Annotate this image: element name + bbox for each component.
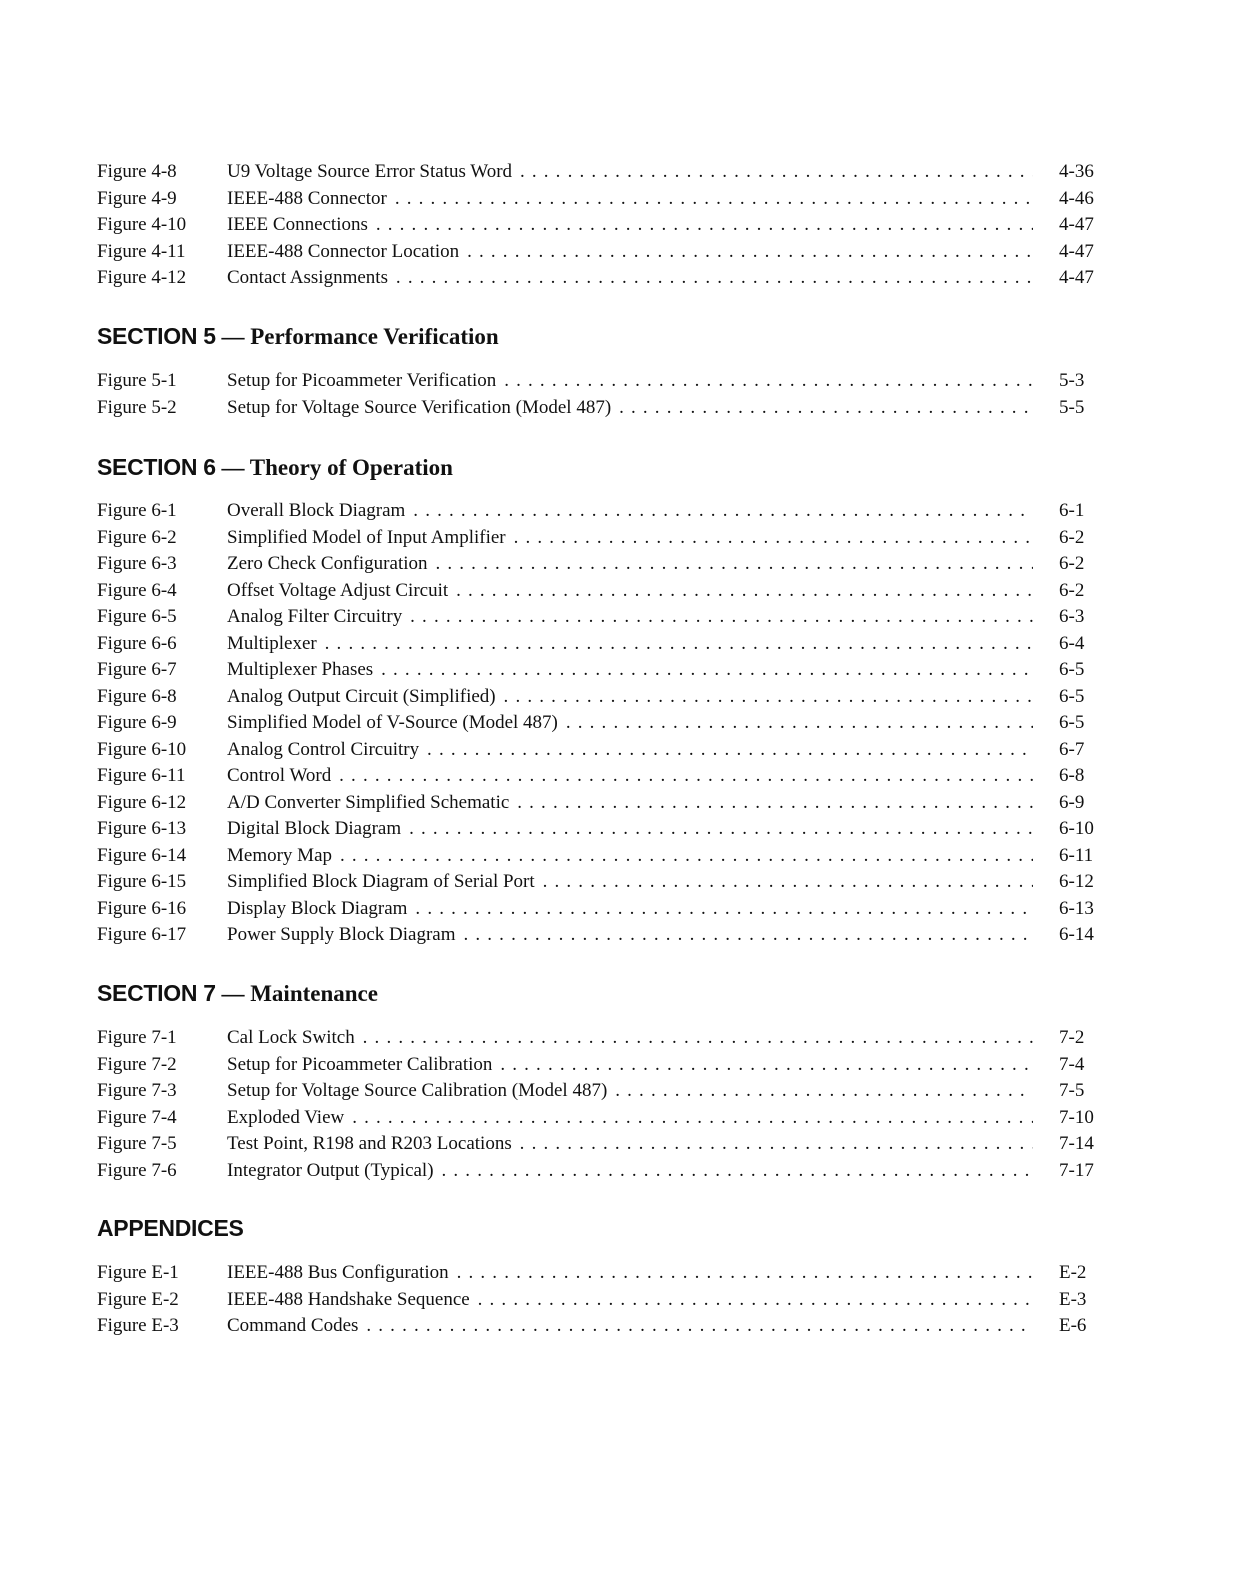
section-number: APPENDICES xyxy=(97,1215,244,1241)
toc-entry xyxy=(97,239,1097,266)
figure-label: Figure 6-1 xyxy=(97,500,177,521)
figure-title: Setup for Picoammeter Calibration xyxy=(227,1053,493,1075)
dot-leader xyxy=(227,631,1033,658)
dot-leader xyxy=(227,1078,1033,1105)
dot-leader xyxy=(227,710,1033,737)
figure-label: Figure E-3 xyxy=(97,1315,179,1336)
section-number: SECTION 6 xyxy=(97,454,216,480)
toc-entry xyxy=(97,710,1097,737)
figure-label: Figure 6-14 xyxy=(97,844,187,866)
dot-leader xyxy=(227,922,1033,949)
section-title: — Maintenance xyxy=(221,981,378,1006)
figure-label: Figure E-1 xyxy=(97,1262,179,1283)
figure-title: Integrator Output (Typical) xyxy=(227,1159,434,1181)
toc-entry xyxy=(97,1313,1097,1340)
figure-label: Figure 6-9 xyxy=(97,712,177,733)
section-5-heading xyxy=(97,323,499,350)
toc-entry xyxy=(97,265,1097,292)
dot-leader xyxy=(227,551,1033,578)
figure-title: Simplified Model of V-Source (Model 487) xyxy=(227,712,558,733)
dot-leader xyxy=(227,816,1033,843)
toc-entry xyxy=(97,657,1097,684)
page-number: 6-5 xyxy=(1059,659,1085,680)
figure-title: Cal Lock Switch xyxy=(227,1027,355,1048)
page-number: 7-2 xyxy=(1059,1027,1085,1048)
figure-title: IEEE-488 Connector xyxy=(227,187,387,209)
figure-label: Figure 6-16 xyxy=(97,897,187,919)
figure-title: Multiplexer xyxy=(227,632,317,654)
toc-entry xyxy=(97,186,1097,213)
figure-label: Figure 7-4 xyxy=(97,1106,177,1128)
page-number: E-6 xyxy=(1059,1315,1087,1336)
figure-label: Figure 6-3 xyxy=(97,553,177,574)
dot-leader xyxy=(227,368,1033,395)
figure-label: Figure 4-11 xyxy=(97,240,186,262)
figure-label: Figure 7-5 xyxy=(97,1133,177,1154)
dot-leader xyxy=(227,604,1033,631)
dot-leader xyxy=(227,896,1033,923)
figure-title: Setup for Picoammeter Verification xyxy=(227,370,497,391)
page-number: 6-14 xyxy=(1059,924,1094,945)
page-number: 4-47 xyxy=(1059,267,1094,288)
page-number: E-3 xyxy=(1059,1288,1087,1310)
figure-label: Figure 4-9 xyxy=(97,187,177,209)
figure-title: Exploded View xyxy=(227,1106,345,1128)
toc-entry xyxy=(97,843,1097,870)
dot-leader xyxy=(227,869,1033,896)
page-number: 4-36 xyxy=(1059,161,1094,182)
figure-title: U9 Voltage Source Error Status Word xyxy=(227,161,513,182)
figure-label: Figure 6-17 xyxy=(97,924,187,945)
section-title: — Performance Verification xyxy=(221,324,499,349)
figure-label: Figure 6-15 xyxy=(97,871,187,892)
dot-leader xyxy=(227,1105,1033,1132)
figure-title: IEEE-488 Handshake Sequence xyxy=(227,1288,470,1310)
dot-leader xyxy=(227,239,1033,266)
figure-label: Figure E-2 xyxy=(97,1288,179,1310)
toc-entry xyxy=(97,896,1097,923)
figure-title: IEEE-488 Bus Configuration xyxy=(227,1262,449,1283)
page-number: 4-46 xyxy=(1059,187,1094,209)
page-number: 6-9 xyxy=(1059,791,1085,813)
dot-leader xyxy=(227,578,1033,605)
toc-entry xyxy=(97,1131,1097,1158)
figure-title: A/D Converter Simplified Schematic xyxy=(227,791,510,813)
figure-label: Figure 6-8 xyxy=(97,685,177,707)
figure-label: Figure 6-11 xyxy=(97,765,186,786)
section-number: SECTION 7 xyxy=(97,980,216,1006)
figure-label: Figure 4-8 xyxy=(97,161,177,182)
figure-title: Display Block Diagram xyxy=(227,897,408,919)
figure-title: Analog Control Circuitry xyxy=(227,738,420,760)
toc-entry xyxy=(97,525,1097,552)
dot-leader xyxy=(227,395,1033,422)
page-number: 5-3 xyxy=(1059,370,1085,391)
figure-label: Figure 7-1 xyxy=(97,1027,177,1048)
page-number: 6-2 xyxy=(1059,579,1085,601)
figure-label: Figure 4-12 xyxy=(97,267,187,288)
figure-title: Analog Filter Circuitry xyxy=(227,606,403,627)
toc-entry xyxy=(97,368,1097,395)
section-4-entries xyxy=(97,159,1097,292)
figure-label: Figure 6-5 xyxy=(97,606,177,627)
toc-entry xyxy=(97,869,1097,896)
dot-leader xyxy=(227,265,1033,292)
figure-label: Figure 7-6 xyxy=(97,1159,177,1181)
toc-entry xyxy=(97,1078,1097,1105)
appendices-entries xyxy=(97,1260,1097,1340)
dot-leader xyxy=(227,1287,1033,1314)
toc-entry xyxy=(97,1105,1097,1132)
dot-leader xyxy=(227,498,1033,525)
figure-label: Figure 6-12 xyxy=(97,791,187,813)
page-number: 7-14 xyxy=(1059,1133,1094,1154)
page-number: 6-7 xyxy=(1059,738,1085,760)
appendices-heading xyxy=(97,1215,244,1242)
figure-title: IEEE Connections xyxy=(227,214,368,235)
page-number: 6-13 xyxy=(1059,897,1094,919)
figure-title: Overall Block Diagram xyxy=(227,500,406,521)
section-title: — Theory of Operation xyxy=(221,455,453,480)
dot-leader xyxy=(227,657,1033,684)
dot-leader xyxy=(227,525,1033,552)
figure-label: Figure 7-2 xyxy=(97,1053,177,1075)
toc-entry xyxy=(97,498,1097,525)
toc-entry xyxy=(97,395,1097,422)
figure-label: Figure 6-2 xyxy=(97,526,177,548)
figure-title: Contact Assignments xyxy=(227,267,388,288)
figure-label: Figure 6-7 xyxy=(97,659,177,680)
figure-title: Control Word xyxy=(227,765,332,786)
dot-leader xyxy=(227,790,1033,817)
toc-entry xyxy=(97,763,1097,790)
toc-entry xyxy=(97,1287,1097,1314)
figure-label: Figure 6-10 xyxy=(97,738,187,760)
figure-title: Digital Block Diagram xyxy=(227,818,402,839)
page-number: 6-1 xyxy=(1059,500,1085,521)
page-number: 7-17 xyxy=(1059,1159,1094,1181)
figure-label: Figure 6-6 xyxy=(97,632,177,654)
section-number: SECTION 5 xyxy=(97,323,216,349)
dot-leader xyxy=(227,159,1033,186)
section-5-entries xyxy=(97,368,1097,421)
page-number: 4-47 xyxy=(1059,240,1094,262)
toc-entry xyxy=(97,790,1097,817)
dot-leader xyxy=(227,843,1033,870)
toc-entry xyxy=(97,212,1097,239)
toc-entry xyxy=(97,684,1097,711)
figure-title: Analog Output Circuit (Simplified) xyxy=(227,685,496,707)
figure-title: Multiplexer Phases xyxy=(227,659,374,680)
page-number: 7-4 xyxy=(1059,1053,1085,1075)
figure-label: Figure 7-3 xyxy=(97,1080,177,1101)
page-number: 6-4 xyxy=(1059,632,1085,654)
page-number: 6-2 xyxy=(1059,553,1085,574)
figure-title: Zero Check Configuration xyxy=(227,553,428,574)
figure-title: Power Supply Block Diagram xyxy=(227,924,456,945)
page-number: 4-47 xyxy=(1059,214,1094,235)
toc-entry xyxy=(97,816,1097,843)
toc-entry xyxy=(97,737,1097,764)
dot-leader xyxy=(227,212,1033,239)
page-number: 6-5 xyxy=(1059,685,1085,707)
dot-leader xyxy=(227,1313,1033,1340)
page-number: E-2 xyxy=(1059,1262,1087,1283)
figure-title: Command Codes xyxy=(227,1315,359,1336)
figure-title: Offset Voltage Adjust Circuit xyxy=(227,579,449,601)
toc-entry xyxy=(97,159,1097,186)
page-number: 6-11 xyxy=(1059,844,1094,866)
toc-entry xyxy=(97,1260,1097,1287)
toc-entry xyxy=(97,1025,1097,1052)
page-number: 6-2 xyxy=(1059,526,1085,548)
toc-entry xyxy=(97,604,1097,631)
section-7-heading xyxy=(97,980,378,1007)
figure-title: Simplified Block Diagram of Serial Port xyxy=(227,871,535,892)
page-number: 7-5 xyxy=(1059,1080,1085,1101)
section-6-entries xyxy=(97,498,1097,949)
section-6-heading xyxy=(97,454,453,481)
figure-label: Figure 5-2 xyxy=(97,396,177,418)
figure-title: Simplified Model of Input Amplifier xyxy=(227,526,506,548)
toc-entry xyxy=(97,1158,1097,1185)
page-number: 6-12 xyxy=(1059,871,1094,892)
page-number: 7-10 xyxy=(1059,1106,1094,1128)
dot-leader xyxy=(227,1052,1033,1079)
figure-label: Figure 6-13 xyxy=(97,818,187,839)
toc-entry xyxy=(97,1052,1097,1079)
page-number: 6-3 xyxy=(1059,606,1085,627)
dot-leader xyxy=(227,1260,1033,1287)
page-number: 6-5 xyxy=(1059,712,1085,733)
figure-title: Test Point, R198 and R203 Locations xyxy=(227,1133,512,1154)
figure-label: Figure 5-1 xyxy=(97,370,177,391)
page-number: 6-10 xyxy=(1059,818,1094,839)
dot-leader xyxy=(227,1158,1033,1185)
dot-leader xyxy=(227,763,1033,790)
toc-entry xyxy=(97,631,1097,658)
figure-label: Figure 6-4 xyxy=(97,579,177,601)
figure-title: Setup for Voltage Source Verification (Model 487) xyxy=(227,396,612,418)
figure-title: IEEE-488 Connector Location xyxy=(227,240,460,262)
dot-leader xyxy=(227,186,1033,213)
dot-leader xyxy=(227,1131,1033,1158)
toc-entry xyxy=(97,922,1097,949)
toc-entry xyxy=(97,551,1097,578)
figure-title: Setup for Voltage Source Calibration (Model 487) xyxy=(227,1080,608,1101)
page-number: 6-8 xyxy=(1059,765,1085,786)
section-7-entries xyxy=(97,1025,1097,1184)
page-number: 5-5 xyxy=(1059,396,1085,418)
figure-title: Memory Map xyxy=(227,844,333,866)
toc-entry xyxy=(97,578,1097,605)
dot-leader xyxy=(227,684,1033,711)
dot-leader xyxy=(227,1025,1033,1052)
dot-leader xyxy=(227,737,1033,764)
figure-label: Figure 4-10 xyxy=(97,214,187,235)
